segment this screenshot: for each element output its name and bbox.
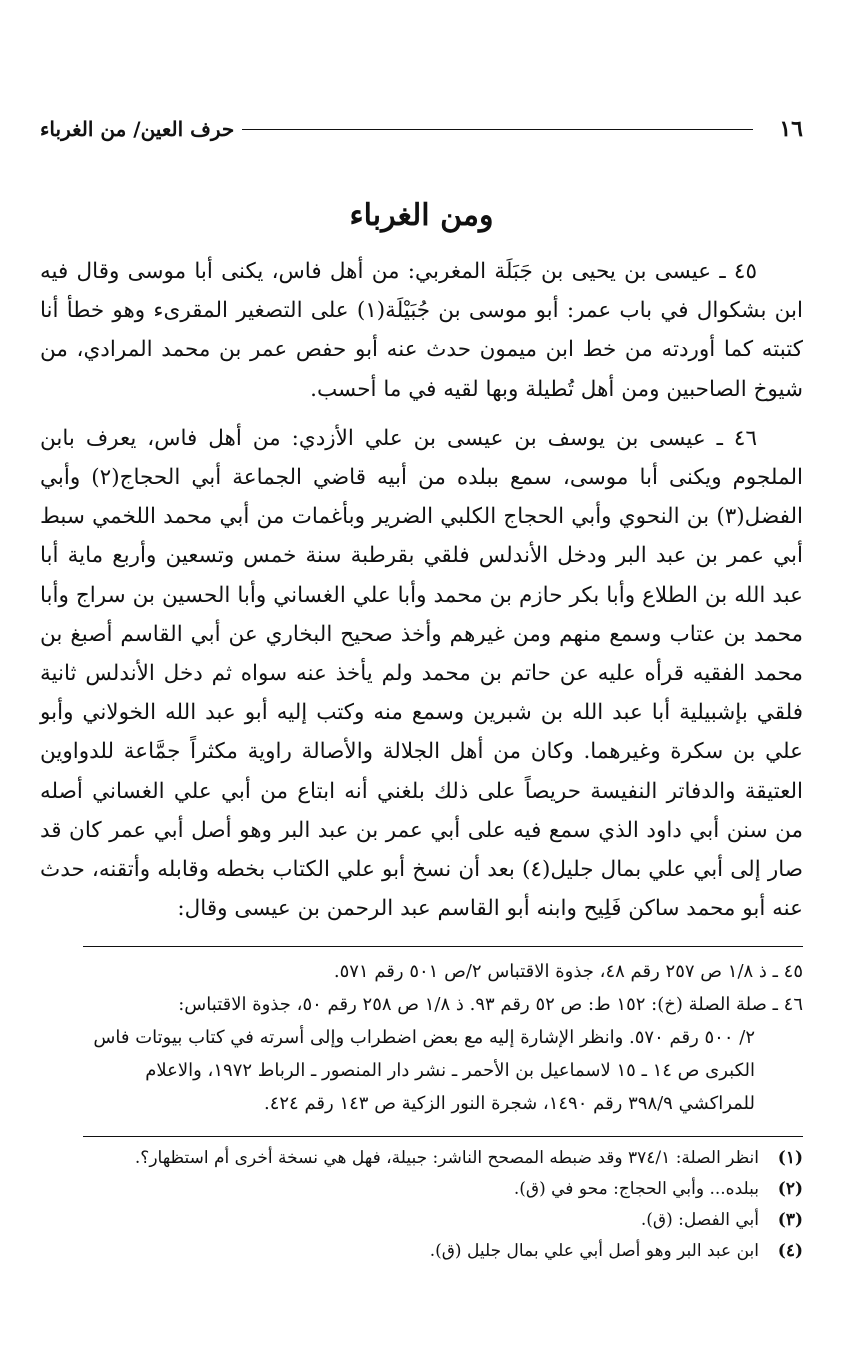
- footnote-number: (٢): [777, 1179, 803, 1200]
- footnote-text: أبي الفصل: (ق).: [640, 1210, 759, 1231]
- footnote: [40, 1174, 803, 1205]
- source-line: للمراكشي ٣٩٨/٩ رقم ١٤٩٠، شجرة النور الزكية ص ١٤٣ رقم ٤٢٤.: [263, 1093, 755, 1115]
- footnote-text: انظر الصلة: ٣٧٤/١ وقد ضبطه المصحح الناشر: جبيلة، فهل هي نسخة أخرى أم استظهار؟.: [134, 1148, 759, 1169]
- footnotes-block: [40, 1143, 803, 1267]
- entry-46: ٤٦ ـ عيسى بن يوسف بن عيسى بن علي الأزدي: من أهل فاس، يعرف بابن الملجوم ويكنى أبا موسى، سمع ببلده من أبيه قاضي الجماعة أبي الحجاج(٢) وأبي الفضل(٣) بن النحوي وأبي الحجاج الكلبي الضرير وبأغمات من أبي محمد اللخمي سبط أبي عمر بن عبد البر ودخل الأندلس فلقي بقرطبة سنة خمس وتسعين وأربع ماية أبا عبد الله بن الطلاع وأبا بكر حازم بن محمد وأبا علي الغساني وأبا الحسين بن سراج وأبا محمد بن عتاب وسمع منهم ومن غيرهم وأخذ صحيح البخاري عن أبي القاسم أصبغ بن محمد الفقيه قرأه عليه عن حاتم بن محمد ولم يأخذ عنه سواه ثم دخل الأندلس ثانية فلقي بإشبيلية أبا عبد الله بن شبرين وسمع منه وكتب إليه أبو عبد الله الخولاني وأبو علي بن سكرة وغيرهما. وكان من أهل الجلالة والأصالة راوية مكثراً جمَّاعة للدواوين العتيقة والدفاتر النفيسة حريصاً على ذلك بلغني أنه ابتاع من أبي علي الغساني أصله من سنن أبي داود الذي سمع فيه على أبي عمر بن عبد البر وهو أصل أبي عمر كان قد صار إلى أبي علي بمال جليل(٤) بعد أن نسخ أبو علي الكتاب بخطه وقابله وأتقنه، حدث عنه أبو محمد ساكن فَلِيح وابنه أبو القاسم عبد الرحمن بن عيسى وقال:: [40, 425, 804, 922]
- source-line: ٤٦ ـ صلة الصلة (خ): ١٥٢ ط: ص ٥٢ رقم ٩٣. ذ ١/٨ ص ٢٥٨ رقم ٥٠، جذوة الاقتباس:: [178, 994, 803, 1016]
- footnote: [40, 1205, 803, 1236]
- sources-divider: [83, 946, 803, 947]
- source-line: الكبرى ص ١٤ ـ ١٥ لاسماعيل بن الأحمر ـ نشر دار المنصور ـ الرباط ١٩٧٢، والاعلام: [145, 1060, 755, 1082]
- footnote-number: (١): [777, 1148, 803, 1169]
- footnote-text: ابن عبد البر وهو أصل أبي علي بمال جليل (ق).: [429, 1241, 759, 1262]
- header-rule: [242, 129, 753, 130]
- footnote-number: (٤): [777, 1241, 803, 1262]
- running-title: حرف العين/ من الغرباء: [40, 117, 235, 141]
- section-title: ومن الغرباء: [349, 198, 494, 233]
- footnote-number: (٣): [777, 1210, 803, 1231]
- page-header: [40, 112, 803, 146]
- footnote: [40, 1143, 803, 1174]
- footnote-text: ببلده... وأبي الحجاج: محو في (ق).: [513, 1179, 759, 1200]
- source-line: ٢/ ٥٠٠ رقم ٥٧٠. وانظر الإشارة إليه مع بعض اضطراب وإلى أسرته في كتاب بيوتات فاس: [93, 1027, 755, 1049]
- page-number: ١٦: [779, 116, 803, 142]
- footnote: [40, 1236, 803, 1267]
- sources-block: [40, 955, 803, 1120]
- footnotes-divider: [83, 1136, 803, 1137]
- source-line: ٤٥ ـ ذ ١/٨ ص ٢٥٧ رقم ٤٨، جذوة الاقتباس ٢/ص ٥٠١ رقم ٥٧١.: [333, 961, 803, 983]
- entry-45: ٤٥ ـ عيسى بن يحيى بن جَبَلَة المغربي: من أهل فاس، يكنى أبا موسى وقال فيه ابن بشكوال في باب عمر: أبو موسى بن جُبَيْلَة(١) على التصغير المقرىء وهو خطأ أنا كتبته كما أوردته من خط ابن ميمون حدث عنه أبو حفص عمر بن محمد المرادي، من شيوخ الصاحبين ومن أهل تُطيلة وبها لقيه في ما أحسب.: [40, 259, 803, 402]
